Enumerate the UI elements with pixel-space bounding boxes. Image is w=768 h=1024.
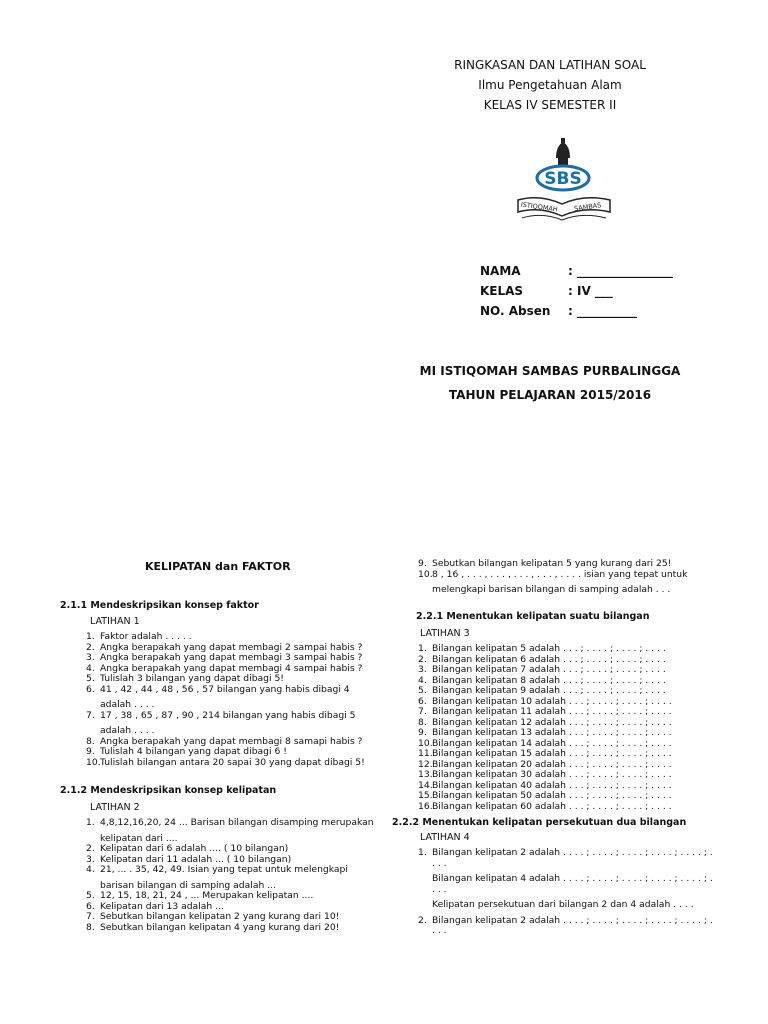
item-text: Kelipatan dari 11 adalah ... ( 10 bilangan) xyxy=(100,853,292,865)
svg-text:SAMBAS: SAMBAS xyxy=(573,201,602,213)
list-item xyxy=(418,874,713,885)
item-number: 4. xyxy=(86,864,95,875)
item-number: 5. xyxy=(86,673,95,684)
item-text: Kelipatan dari 13 adalah ... xyxy=(100,900,224,912)
item-text: Bilangan kelipatan 13 adalah . . . ; . . . . ; . . . . ; . . . . xyxy=(432,727,672,738)
cover-subject: Ilmu Pengetahuan Alam xyxy=(478,78,622,92)
item-number: 6. xyxy=(418,695,427,707)
item-number: 2. xyxy=(86,843,95,854)
item-number: 9. xyxy=(418,558,427,569)
list-item xyxy=(86,711,365,722)
field-nama xyxy=(480,264,673,278)
svg-text:SBS: SBS xyxy=(544,169,582,189)
item-text: 8 , 16 , . . . , . . . , . . . , . . . , . . . . isian yang tepat untuk xyxy=(432,568,688,580)
item-number: 1. xyxy=(418,847,427,858)
item-text: Bilangan kelipatan 50 adalah . . . ; . . . . ; . . . . ; . . . . xyxy=(432,790,672,801)
item-number: 10. xyxy=(418,737,433,749)
section-title-2-1-2: 2.1.2 Mendeskripsikan konsep kelipatan xyxy=(60,785,277,796)
item-number: 13. xyxy=(418,769,433,780)
item-text: adalah . . . . xyxy=(100,699,155,710)
continued-list xyxy=(418,559,687,596)
field-value: : IV ___ xyxy=(568,284,613,298)
list-item xyxy=(418,570,687,581)
school-logo xyxy=(512,138,616,228)
section-title-2-2-1: 2.2.1 Menentukan kelipatan suatu bilangan xyxy=(416,611,650,622)
item-number: 14. xyxy=(418,779,433,791)
item-text: 4,8,12,16,20, 24 ... Barisan bilangan disamping merupakan xyxy=(100,817,374,828)
item-number: 2. xyxy=(86,641,95,653)
item-text: Faktor adalah . . . . . xyxy=(100,631,192,642)
item-number: 2. xyxy=(418,653,427,665)
list-item xyxy=(418,926,713,937)
item-text: Bilangan kelipatan 40 adalah . . . ; . . . . ; . . . . ; . . . . xyxy=(432,779,672,791)
field-label: NAMA xyxy=(480,264,521,278)
item-number: 8. xyxy=(86,921,95,933)
item-number: 1. xyxy=(86,631,95,642)
school-year: TAHUN PELAJARAN 2015/2016 xyxy=(448,388,652,402)
school-name: MI ISTIQOMAH SAMBAS PURBALINGGA xyxy=(419,364,681,378)
item-text: 12, 15, 18, 21, 24 , ... Merupakan kelipatan .... xyxy=(100,890,314,901)
item-text: Sebutkan bilangan kelipatan 4 yang kurang dari 20! xyxy=(100,921,340,933)
item-text: Kelipatan dari 6 adalah .... ( 10 bilangan) xyxy=(100,843,289,854)
latihan-1-list xyxy=(86,632,365,768)
item-number: 9. xyxy=(418,727,427,738)
item-number: 2. xyxy=(418,914,427,926)
item-number: 3. xyxy=(86,853,95,865)
item-number: 5. xyxy=(418,685,427,696)
section-title-2-1-1: 2.1.1 Mendeskripsikan konsep faktor xyxy=(60,600,259,611)
list-item xyxy=(86,865,374,876)
list-item xyxy=(86,685,365,696)
list-item xyxy=(418,859,713,870)
item-text: Bilangan kelipatan 5 adalah . . . ; . . . . ; . . . . ; . . . . xyxy=(432,643,666,654)
item-text: Sebutkan bilangan kelipatan 5 yang kurang dari 25! xyxy=(432,558,672,569)
item-text: Bilangan kelipatan 12 adalah . . . ; . . . . ; . . . . ; . . . . xyxy=(432,716,672,728)
item-text: barisan bilangan di samping adalah ... xyxy=(100,879,276,891)
list-item xyxy=(86,818,374,829)
item-number: 6. xyxy=(86,900,95,912)
item-text: . . . xyxy=(432,883,447,895)
item-number: 4. xyxy=(86,662,95,674)
item-text: Sebutkan bilangan kelipatan 2 yang kurang dari 10! xyxy=(100,911,340,922)
field-label: NO. Absen xyxy=(480,304,551,318)
item-text: Tulislah bilangan antara 20 sapai 30 yang dapat dibagi 5! xyxy=(100,756,365,768)
cover-title: RINGKASAN DAN LATIHAN SOAL xyxy=(454,58,646,72)
item-text: kelipatan dari .... xyxy=(100,832,178,844)
latihan-4-label: LATIHAN 4 xyxy=(420,832,470,843)
list-item xyxy=(418,916,713,927)
item-text: Angka berapakah yang dapat membagi 8 samapi habis ? xyxy=(100,735,363,747)
item-text: Tulislah 3 bilangan yang dapat dibagi 5! xyxy=(100,673,284,684)
list-item xyxy=(418,900,713,911)
item-text: Bilangan kelipatan 10 adalah . . . ; . . . . ; . . . . ; . . . . xyxy=(432,695,672,707)
list-item xyxy=(418,885,713,896)
item-text: Angka berapakah yang dapat membagi 4 sampai habis ? xyxy=(100,662,363,674)
latihan-4-list xyxy=(418,848,713,937)
item-text: Bilangan kelipatan 9 adalah . . . ; . . . . ; . . . . ; . . . . xyxy=(432,685,666,696)
item-number: 9. xyxy=(86,746,95,757)
list-item xyxy=(86,923,374,934)
latihan-2-list xyxy=(86,818,374,933)
field-label: KELAS xyxy=(480,284,524,298)
item-text: Bilangan kelipatan 60 adalah . . . ; . . . . ; . . . . ; . . . . xyxy=(432,800,672,812)
svg-text:ISTIQOMAH: ISTIQOMAH xyxy=(520,200,559,214)
item-text: Bilangan kelipatan 8 adalah . . . ; . . . . ; . . . . ; . . . . xyxy=(432,674,666,686)
item-number: 7. xyxy=(86,709,95,721)
item-text: 41 , 42 , 44 , 48 , 56 , 57 bilangan yang habis dibagi 4 xyxy=(100,683,350,695)
cover-class: KELAS IV SEMESTER II xyxy=(483,98,617,112)
item-number: 7. xyxy=(86,911,95,922)
item-number: 6. xyxy=(86,683,95,695)
item-number: 16. xyxy=(418,800,433,812)
item-number: 8. xyxy=(86,735,95,747)
item-text: Bilangan kelipatan 2 adalah . . . . ; . . . . ; . . . . ; . . . . ; . . . . ; . xyxy=(432,914,713,926)
item-text: Bilangan kelipatan 6 adalah . . . ; . . . . ; . . . . ; . . . . xyxy=(432,653,666,665)
item-number: 12. xyxy=(418,758,433,770)
item-text: 17 , 38 , 65 , 87 , 90 , 214 bilangan yang habis dibagi 5 xyxy=(100,709,356,721)
item-number: 1. xyxy=(418,643,427,654)
field-kelas xyxy=(480,284,613,298)
item-text: Bilangan kelipatan 14 adalah . . . ; . . . . ; . . . . ; . . . . xyxy=(432,737,672,749)
list-item xyxy=(418,848,713,859)
item-text: Bilangan kelipatan 4 adalah . . . . ; . . . . ; . . . . ; . . . . ; . . . . ; . xyxy=(432,873,713,884)
item-text: . . . xyxy=(432,925,447,936)
latihan-2-label: LATIHAN 2 xyxy=(90,802,140,813)
item-number: 3. xyxy=(86,652,95,663)
item-number: 5. xyxy=(86,890,95,901)
item-text: Bilangan kelipatan 7 adalah . . . ; . . . . ; . . . . ; . . . . xyxy=(432,664,666,675)
list-item xyxy=(418,585,687,596)
item-text: 21, ... . 35, 42, 49. Isian yang tepat untuk melengkapi xyxy=(100,864,348,875)
item-number: 11. xyxy=(418,748,433,759)
list-item xyxy=(86,758,365,769)
field-value: : ________________ xyxy=(568,264,673,278)
field-value: : __________ xyxy=(568,304,637,318)
item-text: Angka berapakah yang dapat membagi 3 sampai habis ? xyxy=(100,652,363,663)
item-text: Kelipatan persekutuan dari bilangan 2 dan 4 adalah . . . . xyxy=(432,899,694,910)
item-text: . . . xyxy=(432,857,447,869)
item-number: 10. xyxy=(418,568,433,580)
field-absen xyxy=(480,304,637,318)
item-number: 7. xyxy=(418,706,427,717)
item-text: Bilangan kelipatan 30 adalah . . . ; . . . . ; . . . . ; . . . . xyxy=(432,769,672,780)
item-text: melengkapi barisan bilangan di samping adalah . . . xyxy=(432,584,671,595)
item-text: adalah . . . . xyxy=(100,725,155,736)
latihan-3-list xyxy=(418,644,672,812)
item-text: Bilangan kelipatan 20 adalah . . . ; . . . . ; . . . . ; . . . . xyxy=(432,758,672,770)
item-text: Bilangan kelipatan 2 adalah . . . . ; . . . . ; . . . . ; . . . . ; . . . . ; . xyxy=(432,847,713,858)
list-item xyxy=(418,802,672,813)
item-number: 3. xyxy=(418,664,427,675)
section-heading: KELIPATAN dan FAKTOR xyxy=(145,560,291,573)
latihan-1-label: LATIHAN 1 xyxy=(90,616,140,627)
item-text: Bilangan kelipatan 15 adalah . . . ; . . . . ; . . . . ; . . . . xyxy=(432,748,672,759)
item-number: 4. xyxy=(418,674,427,686)
item-number: 8. xyxy=(418,716,427,728)
item-number: 1. xyxy=(86,817,95,828)
latihan-3-label: LATIHAN 3 xyxy=(420,628,470,639)
item-number: 10. xyxy=(86,756,101,768)
item-text: Tulislah 4 bilangan yang dapat dibagi 6 ! xyxy=(100,746,287,757)
section-title-2-2-2: 2.2.2 Menentukan kelipatan persekutuan dua bilangan xyxy=(392,817,687,828)
item-text: Angka berapakah yang dapat membagi 2 sampai habis ? xyxy=(100,641,363,653)
item-text: Bilangan kelipatan 11 adalah . . . ; . . . . ; . . . . ; . . . . xyxy=(432,706,672,717)
item-number: 15. xyxy=(418,790,433,801)
